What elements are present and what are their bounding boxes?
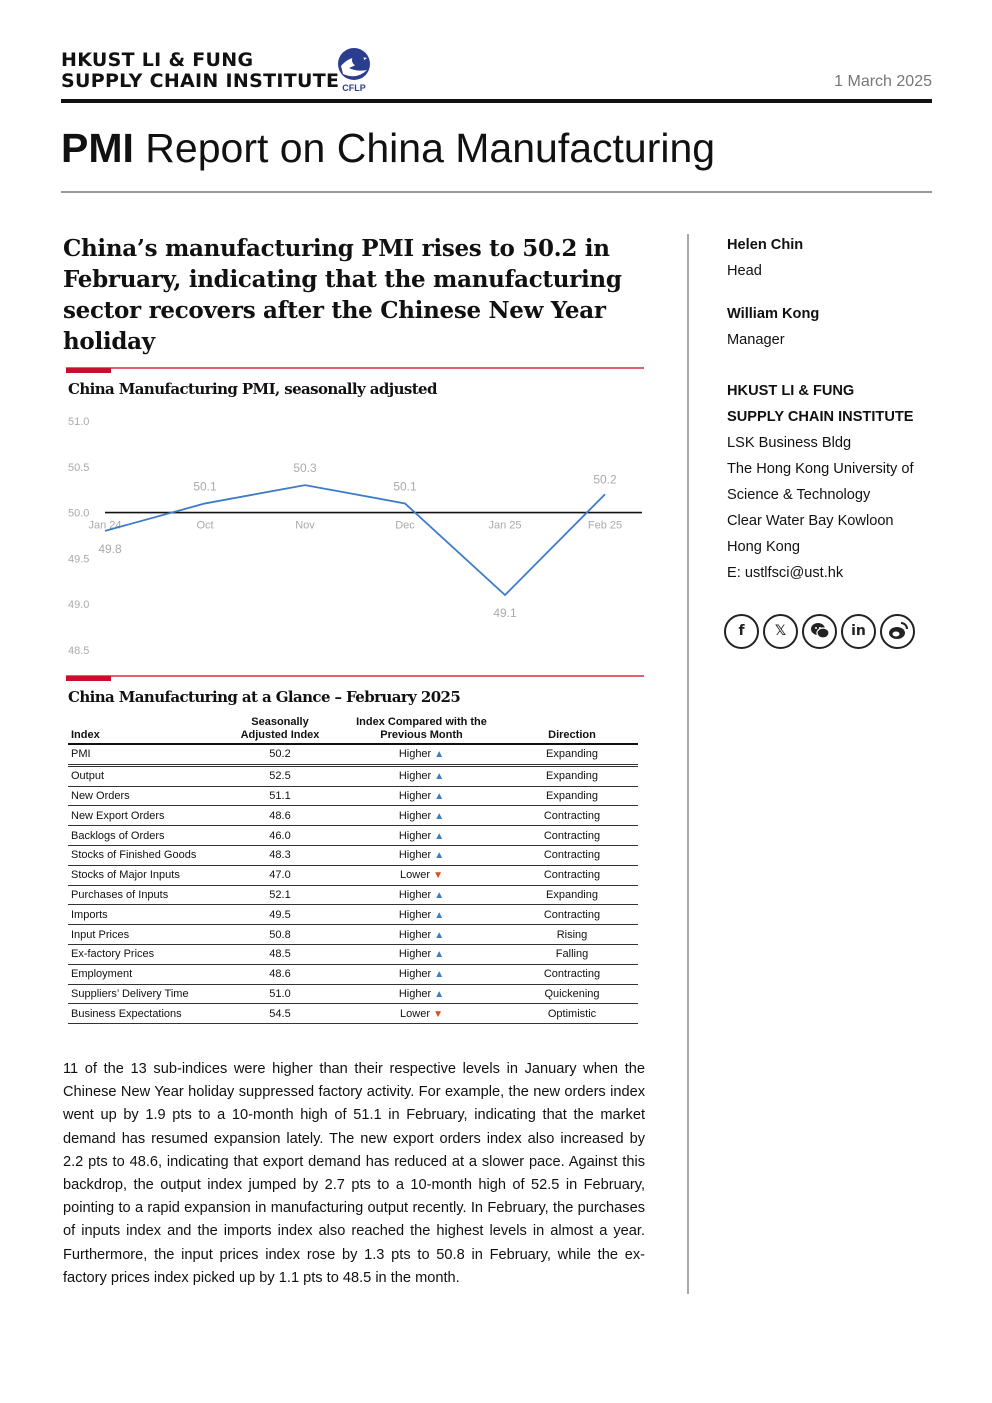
data-label: 50.1 (193, 479, 217, 494)
cell-direction: Rising (506, 925, 638, 945)
cell-value: 48.6 (223, 964, 337, 984)
cell-compare (337, 925, 506, 945)
cell-direction: Expanding (506, 786, 638, 806)
cell-value: 50.2 (223, 744, 337, 765)
up-arrow-icon: ▲ (434, 850, 445, 862)
cell-index: Stocks of Finished Goods (68, 845, 223, 865)
address-line: Hong Kong (727, 539, 801, 555)
cell-index: Imports (68, 905, 223, 925)
y-tick-label: 51.0 (68, 416, 90, 428)
table-row (68, 964, 638, 984)
cell-index: Output (68, 765, 223, 786)
cell-compare (337, 885, 506, 905)
address-line: The Hong Kong University of (727, 461, 914, 477)
page-title (61, 124, 715, 172)
table-row (68, 845, 638, 865)
up-arrow-icon: ▲ (434, 889, 445, 901)
body-paragraph: 11 of the 13 sub-indices were higher than their respective levels in January when the Chinese New Year holiday suppressed factory activity. For example, the new orders index went up by 1.9 pts to a 10-month high of 51.1 in February, indicating that the market demand has resumed expansion lately. The new export orders index also increased by 2.2 pts to 48.6, indicating that export demand has reduced at a slower pace. Against this backdrop, the output index jumped by 2.7 pts to a 10-month high of 52.5 in February, pointing to a rapid expansion in manufacturing output recently. In February, the purchases of inputs index and the imports index also reached the highest levels in almost a year. Furthermore, the input prices index rose by 1.3 pts to 50.8 in February, while the ex-factory prices index picked up by 1.1 pts to 48.5 in the month. (63, 1061, 645, 1286)
logo-text: CFLP (342, 83, 366, 93)
contact-role: Head (727, 263, 762, 279)
compare-text: Higher (398, 829, 432, 842)
up-arrow-icon: ▲ (434, 790, 445, 802)
x-tick-label: Feb 25 (587, 519, 623, 532)
data-label: 49.1 (493, 606, 517, 621)
x-tick-label: Oct (196, 519, 214, 532)
compare-text: Higher (398, 748, 432, 761)
cell-direction: Contracting (506, 964, 638, 984)
table-header-row (68, 716, 638, 744)
col-header-compare: Index Compared with the Previous Month (337, 716, 506, 744)
title-rest: Report on China Manufacturing (133, 125, 716, 171)
table-row (68, 885, 638, 905)
up-arrow-icon: ▲ (434, 909, 445, 921)
up-arrow-icon: ▲ (434, 929, 445, 941)
cell-direction: Contracting (506, 845, 638, 865)
data-label: 50.1 (393, 479, 417, 494)
address-line: LSK Business Bldg (727, 435, 852, 451)
cell-direction: Expanding (506, 765, 638, 786)
wechat-icon[interactable] (802, 614, 837, 649)
cell-index: Business Expectations (68, 1004, 223, 1024)
cell-index: PMI (68, 744, 223, 765)
cell-direction: Optimistic (506, 1004, 638, 1024)
data-label: 50.3 (293, 461, 317, 476)
cell-index: Backlogs of Orders (68, 826, 223, 846)
contact-1 (727, 232, 803, 284)
cell-index: New Orders (68, 786, 223, 806)
address-line: Clear Water Bay Kowloon (727, 513, 894, 529)
cell-direction: Contracting (506, 905, 638, 925)
cell-direction: Contracting (506, 806, 638, 826)
report-date: 1 March 2025 (834, 73, 932, 90)
up-arrow-icon: ▲ (434, 830, 445, 842)
table-row (68, 865, 638, 885)
cell-index: Stocks of Major Inputs (68, 865, 223, 885)
cell-value: 50.8 (223, 925, 337, 945)
compare-text: Higher (398, 987, 432, 1000)
table-row (68, 1004, 638, 1024)
cell-value: 49.5 (223, 905, 337, 925)
cell-compare (337, 865, 506, 885)
section-rule (66, 367, 644, 369)
compare-text: Higher (398, 948, 432, 961)
cflp-logo (333, 46, 375, 94)
table-row (68, 786, 638, 806)
y-tick-label: 49.0 (68, 599, 90, 612)
table-row (68, 765, 638, 786)
series-line (105, 485, 605, 595)
cell-compare (337, 786, 506, 806)
header-rule (61, 99, 932, 103)
cell-direction: Expanding (506, 744, 638, 765)
col-header-direction: Direction (506, 716, 638, 744)
linkedin-icon[interactable]: in (841, 614, 876, 649)
up-arrow-icon: ▲ (434, 749, 445, 761)
cell-value: 51.1 (223, 786, 337, 806)
x-tick-label: Jan 25 (488, 519, 522, 532)
sidebar-divider (687, 234, 689, 1294)
x-tick-label: Jan 24 (88, 519, 122, 532)
col-header-index: Index (68, 716, 223, 744)
cell-value: 48.6 (223, 806, 337, 826)
cell-compare (337, 765, 506, 786)
institute-name-line1: HKUST LI & FUNG (61, 49, 254, 71)
x-tick-label: Dec (395, 519, 415, 532)
email-link[interactable]: E: ustlfsci@ust.hk (727, 565, 844, 581)
up-arrow-icon: ▲ (434, 969, 445, 981)
cell-value: 46.0 (223, 826, 337, 846)
compare-text: Lower (400, 1007, 430, 1020)
cell-compare (337, 984, 506, 1004)
compare-text: Higher (398, 968, 432, 981)
cell-index: Suppliers’ Delivery Time (68, 984, 223, 1004)
contact-name: Helen Chin (727, 237, 804, 253)
contact-name: William Kong (727, 306, 820, 322)
pmi-line-chart (60, 405, 650, 665)
up-arrow-icon: ▲ (434, 949, 445, 961)
up-arrow-icon: ▲ (434, 988, 445, 1000)
x-tick-label: Nov (295, 519, 315, 532)
compare-text: Higher (398, 849, 432, 862)
social-icons (724, 614, 915, 649)
institute-line2: SUPPLY CHAIN INSTITUTE (727, 409, 914, 425)
compare-text: Higher (398, 928, 432, 941)
cell-index: Ex-factory Prices (68, 944, 223, 964)
cell-compare (337, 744, 506, 765)
contact-2 (727, 301, 819, 353)
chart-title: China Manufacturing PMI, seasonally adjusted (68, 380, 437, 398)
section-mark (66, 676, 111, 681)
cell-compare (337, 1004, 506, 1024)
cell-compare (337, 905, 506, 925)
down-arrow-icon: ▼ (433, 870, 443, 882)
cell-index: Purchases of Inputs (68, 885, 223, 905)
cell-value: 48.3 (223, 845, 337, 865)
address-line: Science & Technology (727, 487, 871, 503)
cell-direction: Expanding (506, 885, 638, 905)
headline: China’s manufacturing PMI rises to 50.2 in February, indicating that the manufacturing sector recovers after the Chinese New Year holiday (63, 235, 622, 355)
cell-direction: Contracting (506, 865, 638, 885)
section-rule (66, 675, 644, 677)
up-arrow-icon: ▲ (434, 771, 445, 783)
cell-index: Input Prices (68, 925, 223, 945)
cell-compare (337, 845, 506, 865)
section-mark (66, 368, 111, 373)
compare-text: Higher (398, 789, 432, 802)
cell-direction: Quickening (506, 984, 638, 1004)
down-arrow-icon: ▼ (433, 1008, 443, 1020)
cell-compare (337, 944, 506, 964)
data-label: 50.2 (593, 472, 617, 487)
cell-value: 52.1 (223, 885, 337, 905)
cell-index: Employment (68, 964, 223, 984)
cell-compare (337, 806, 506, 826)
cell-compare (337, 826, 506, 846)
title-rule (61, 191, 932, 193)
title-bold: PMI (61, 125, 134, 171)
table-row (68, 826, 638, 846)
cell-compare (337, 964, 506, 984)
x-icon[interactable]: 𝕏 (763, 614, 798, 649)
y-tick-label: 50.0 (68, 507, 90, 520)
cell-direction: Contracting (506, 826, 638, 846)
table-row (68, 806, 638, 826)
compare-text: Higher (398, 888, 432, 901)
compare-text: Higher (398, 908, 432, 921)
table-row (68, 944, 638, 964)
cell-value: 48.5 (223, 944, 337, 964)
table-row (68, 925, 638, 945)
table-row (68, 905, 638, 925)
weibo-icon[interactable] (880, 614, 915, 649)
cell-value: 52.5 (223, 765, 337, 786)
y-tick-label: 50.5 (68, 461, 90, 474)
institute-name (61, 50, 339, 92)
col-header-sa: Seasonally Adjusted Index (223, 716, 337, 744)
institute-line1: HKUST LI & FUNG (727, 383, 855, 399)
table-row (68, 984, 638, 1004)
y-tick-label: 49.5 (68, 553, 90, 566)
data-label: 49.8 (98, 541, 122, 556)
cell-index: New Export Orders (68, 806, 223, 826)
cell-value: 51.0 (223, 984, 337, 1004)
up-arrow-icon: ▲ (434, 810, 445, 822)
institute-address (727, 378, 914, 586)
compare-text: Higher (398, 809, 432, 822)
institute-name-line2: SUPPLY CHAIN INSTITUTE (61, 70, 340, 92)
y-tick-label: 48.5 (68, 645, 90, 657)
cell-direction: Falling (506, 944, 638, 964)
cell-value: 47.0 (223, 865, 337, 885)
cell-value: 54.5 (223, 1004, 337, 1024)
table-row (68, 744, 638, 765)
contact-role: Manager (727, 332, 785, 348)
glance-table (68, 716, 638, 1024)
compare-text: Lower (400, 869, 430, 882)
compare-text: Higher (398, 770, 432, 783)
table-title: China Manufacturing at a Glance – February 2025 (68, 688, 461, 706)
facebook-icon[interactable]: f (724, 614, 759, 649)
